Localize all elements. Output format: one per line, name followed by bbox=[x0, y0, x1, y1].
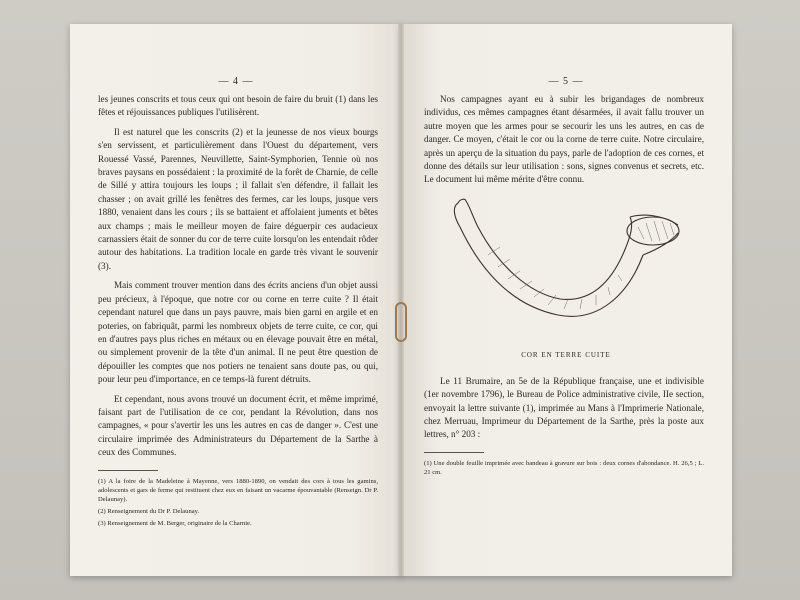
paragraph: Nos campagnes ayant eu à subir les brigandages de nombreux individus, ces mêmes campagnes étant désarmées, il avait fallu trouver un autre moyen que les armes pour se secourir les uns les autres, en cas de danger. Ce moyen, c'était le cor ou la corne de terre cuite. Notre circulaire, après un aperçu de la situation du pays, parle de l'adoption de ces cornes, et donne des détails sur leur utilisation : sons, signes convenus et secrets, etc. Le document lui même mérite d'être connu. bbox=[424, 94, 704, 185]
footnote: (1) A la foire de la Madeleine à Mayenne, vers 1880-1890, on vendait des cors à tous les gamins, adolescents et gars de ferme qui restituent chez eux en faisant un vacarme épouvantable (Renseign. Dr P. Delaunay). bbox=[98, 477, 378, 503]
horn-illustration bbox=[400, 195, 732, 343]
terracotta-horn-drawing bbox=[448, 195, 688, 343]
binding-clip bbox=[395, 302, 407, 342]
left-page bbox=[70, 24, 402, 576]
footnote: (2) Renseignement du Dr P. Delaunay. bbox=[98, 507, 200, 515]
book-spine bbox=[398, 24, 404, 576]
paragraph: Mais comment trouver mention dans des écrits anciens d'un objet aussi peu précieux, à l'époque, que notre cor ou corne en terre cuite ? Il était cependant naturel que dans un pays pauvre, mais bien garni en argile et en poteries, on fabriquât, parmi les nombreux objets de terre cuite, ce cor, qui en d'autres pays plus riches en métaux ou en élevage pouvait être en métal, ou simplement provenir de la tête d'un animal. Il ne peut être question de dépouiller les comptes que nos potiers ne tenaient sans doute pas, ou qui, pour leur peu d'importance, en ce temps-là furent détruits. bbox=[98, 280, 378, 385]
footnote-rule bbox=[424, 452, 484, 453]
right-page bbox=[400, 24, 732, 576]
right-page-body bbox=[400, 93, 732, 187]
footnote: (3) Renseignement de M. Berger, originaire de la Charnie. bbox=[98, 519, 252, 527]
right-page-body-continued bbox=[400, 375, 732, 442]
left-page-body bbox=[70, 93, 402, 460]
paragraph: Il est naturel que les conscrits (2) et la jeunesse de nos vieux bourgs s'en servissent, et particulièrement dans l'Ouest du département, vers Rouessé Vassé, Parennes, Neuvillette, Saint-Symphorien, Tennie où nos braves paysans en possédaient : la proximité de la forêt de Charnie, de celle de Sillé y attira toujours les loups ; il fallait s'en défendre, il fallait les chasser ; on avait grillé les fenêtres des fermes, car les loups, jusque vers 1880, venaient dans les cours ; ils se battaient et affolaient juments et bêtes aux champs ; mais le meilleur moyen de faire déguerpir ces audacieux carnassiers était de sonner du cor de terre cuite lorsqu'on les entendait rôder autour des habitations. La tradition locale en garde très vivant le souvenir (3). bbox=[98, 126, 378, 271]
page-number: — 5 — bbox=[548, 76, 584, 87]
paragraph: les jeunes conscrits et tous ceux qui ont besoin de faire du bruit (1) dans les fêtes et réjouissances publiques l'utilisèrent. bbox=[98, 94, 378, 118]
page-number: — 4 — bbox=[218, 76, 254, 87]
paragraph: Et cependant, nous avons trouvé un document écrit, et même imprimé, faisant part de l'utilisation de ce cor, pendant la Révolution, dans nos campagnes, « pour s'avertir les uns les autres en cas de danger ». C'est une circulaire imprimée des Administrateurs du Département de la Sarthe à ceux des Communes. bbox=[98, 393, 378, 458]
footnote-rule bbox=[98, 470, 158, 471]
footnote: (1) Une double feuille imprimée avec bandeau à gravure sur bois : deux cornes d'abondance. H. 26,5 ; L. 21 cm. bbox=[424, 459, 704, 476]
paragraph: Le 11 Brumaire, an 5e de la République française, une et indivisible (1er novembre 1796), le Bureau de Police administrative civile, IIe section, envoyait la lettre suivante (1), imprimée au Mans à l'Imprimerie Nationale, chez Merruau, Imprimeur du Département de la Sarthe, près la poste aux lettres, n° 203 : bbox=[424, 375, 704, 440]
figure-caption: COR EN TERRE CUITE bbox=[521, 350, 611, 359]
